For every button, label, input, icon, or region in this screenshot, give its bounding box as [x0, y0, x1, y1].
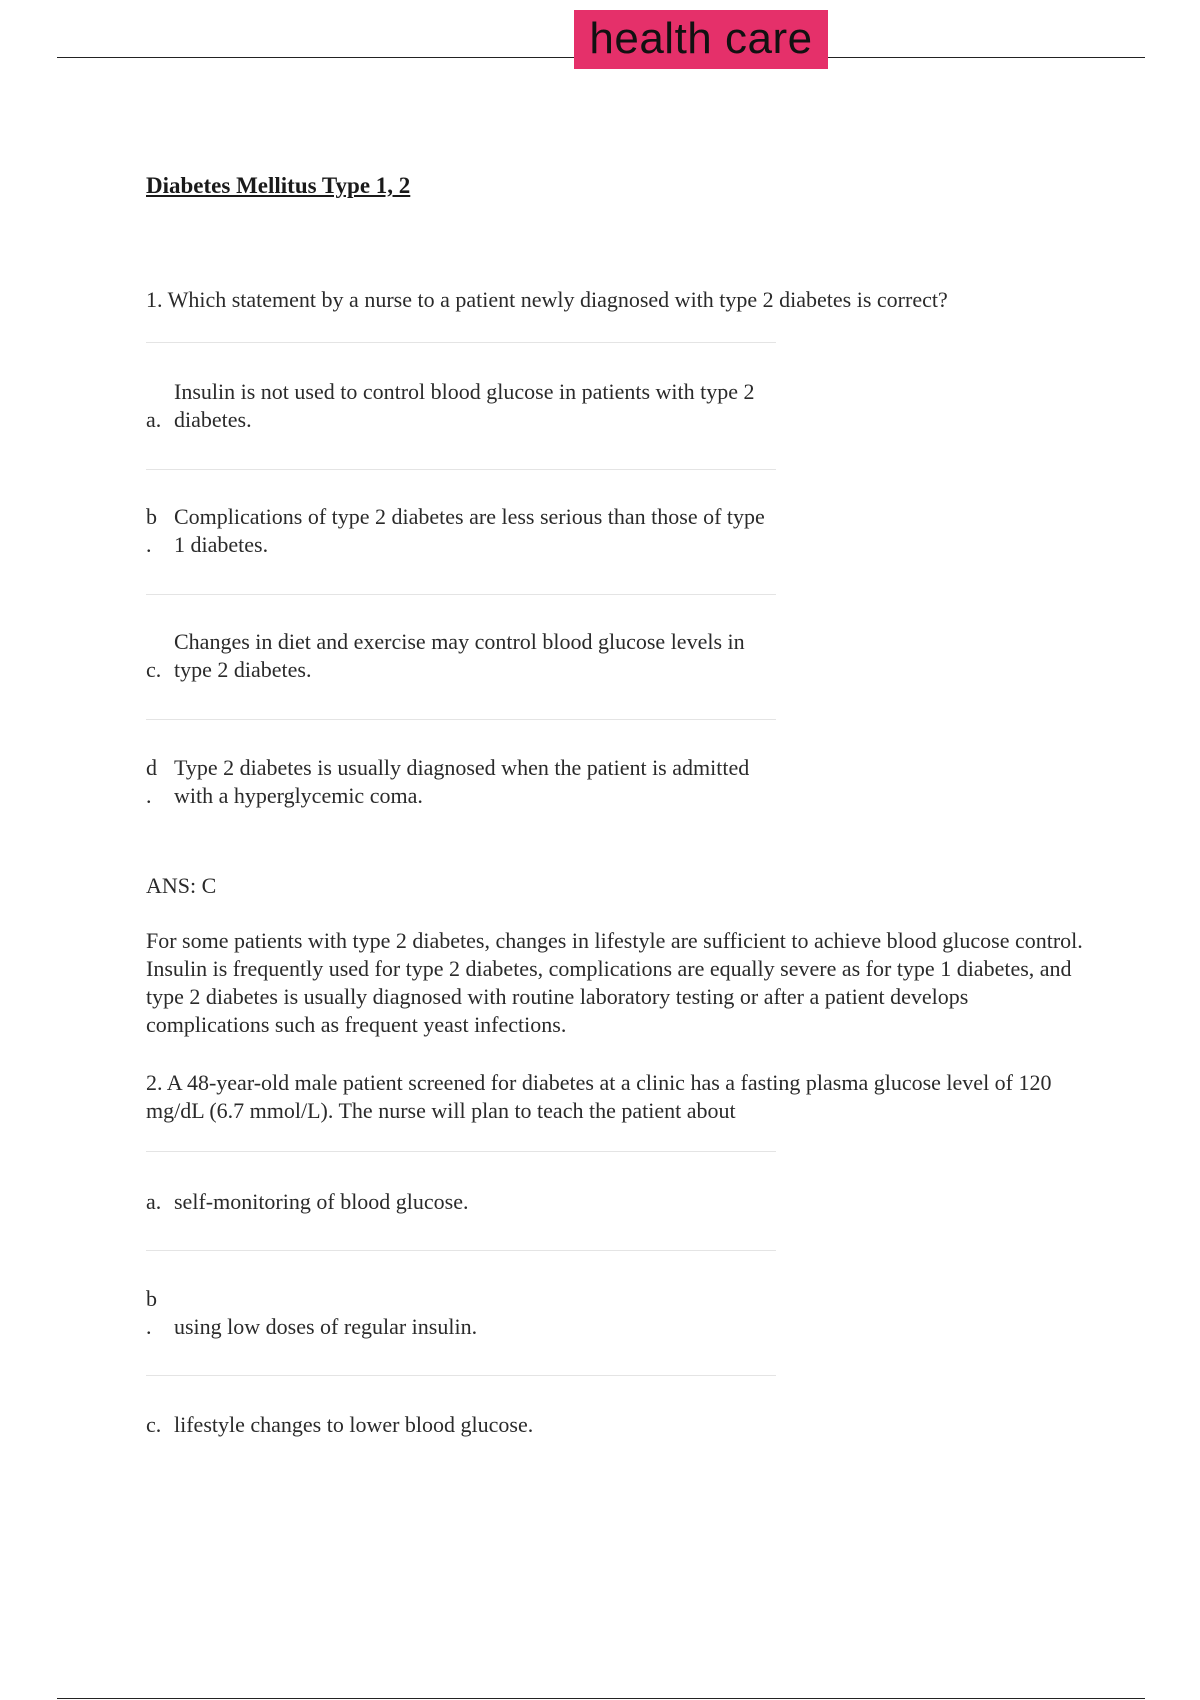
option-letter-dot: .	[146, 532, 152, 557]
option-text: Insulin is not used to control blood glucose in patients with type 2 diabetes.	[174, 379, 755, 432]
option-text: lifestyle changes to lower blood glucose.	[174, 1412, 534, 1437]
option-letter-dot: .	[146, 783, 152, 808]
option-letter: a.	[146, 1189, 162, 1214]
question-1-rationale: For some patients with type 2 diabetes, changes in lifestyle are sufficient to achieve blood glucose control. Insulin is frequently used for type 2 diabetes, complications are equally severe as for type 1 diabetes, and type 2 diabetes is usually diagnosed with routine laboratory testing or after a patient develops complications such as frequent yeast infections.	[146, 928, 1083, 1037]
question-1-stem: 1. Which statement by a nurse to a patient newly diagnosed with type 2 diabetes is correct?	[146, 287, 948, 312]
document-title: Diabetes Mellitus Type 1, 2	[146, 173, 411, 198]
option-letter: c.	[146, 1412, 162, 1437]
option-letter: d	[146, 755, 157, 780]
footer-rule	[57, 1698, 1145, 1699]
option-text: Changes in diet and exercise may control blood glucose levels in type 2 diabetes.	[174, 629, 745, 682]
option-text: Complications of type 2 diabetes are less serious than those of type 1 diabetes.	[174, 504, 765, 557]
option-text: Type 2 diabetes is usually diagnosed when the patient is admitted with a hyperglycemic coma.	[174, 755, 750, 808]
header-banner: health care	[574, 10, 828, 69]
option-letter: c.	[146, 657, 162, 682]
option-letter: a.	[146, 407, 162, 432]
option-divider	[146, 719, 776, 720]
option-letter-dot: .	[146, 1314, 152, 1339]
option-letter: b	[146, 504, 157, 529]
question-1-answer: ANS: C	[146, 873, 217, 898]
question-2-stem: 2. A 48-year-old male patient screened for diabetes at a clinic has a fasting plasma glucose level of 120 mg/dL (6.7 mmol/L). The nurse will plan to teach the patient about	[146, 1070, 1052, 1123]
option-divider	[146, 594, 776, 595]
option-text: self-monitoring of blood glucose.	[174, 1189, 469, 1214]
option-text: using low doses of regular insulin.	[174, 1314, 478, 1339]
option-divider	[146, 1151, 776, 1152]
option-divider	[146, 1250, 776, 1251]
option-divider	[146, 342, 776, 343]
option-divider	[146, 1375, 776, 1376]
option-letter: b	[146, 1286, 157, 1311]
option-divider	[146, 469, 776, 470]
